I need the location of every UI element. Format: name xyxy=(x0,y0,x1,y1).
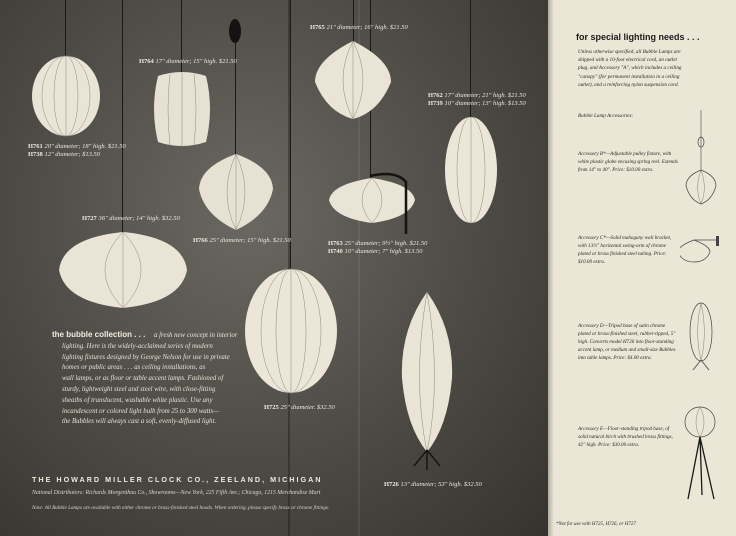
lamp-h764 xyxy=(150,70,214,148)
caption-h739: H739 10" diameter; 13" high. $13.50 xyxy=(428,100,526,107)
accessory-c: Accessory C*—Solid mahogany wall bracket, with 13½" horizontal swing-arm of chrome plated or brass finished steel tubing. Price: $10.00 extra. xyxy=(578,235,672,266)
shipping-intro: Unless otherwise specified, all Bubble Lamps are shipped with a 10-foot electrical cord, an outlet plug, and Accessory "A", which includes a ceiling "canopy" (for permanent installation in a ceiling outlet), and a reinforcing nylon suspension cord. xyxy=(578,49,682,88)
company-name: THE HOWARD MILLER CLOCK CO., ZEELAND, MICHIGAN xyxy=(32,475,323,484)
lamp-h766 xyxy=(198,153,274,231)
lamp-h726 xyxy=(398,290,456,472)
lamp-h762 xyxy=(444,116,498,224)
lamp-h761 xyxy=(31,55,101,137)
floor-tripod-illustration xyxy=(682,405,722,506)
collection-heading: the bubble collection . . . xyxy=(52,330,146,339)
accessory-e: Accessory E—Floor-standing tripod base, of solid natural birch with brushed brass fittings, 42" high. Price: $30.00 extra. xyxy=(578,426,673,449)
collection-body: a fresh new concept in interior lighting. Here is the widely-acclaimed series of modern lighting fixtures designed by George Nelson for use in private homes or public areas . . . as ceiling installations, as wall lamps, or as floor or table accent lamps. Fashioned of sturdy, lightweight steel and steel wire, with close-fitting sheaths of translucent, washable white plastic. Use any incandescent or colored light bulb from 25 to 300 watts— the Bubbles will always cast a soft, evenly-diffused light. xyxy=(62,332,238,426)
caption-h761: H761 20" diameter; 18" high. $21.50 xyxy=(28,143,126,150)
footnote: *Not for use with H725, H726, or H727 xyxy=(556,522,636,527)
caption-h766: H766 25" diameter; 15" high. $21.50 xyxy=(193,237,291,244)
caption-h764: H764 17" diameter; 15" high. $21.50 xyxy=(139,58,237,65)
special-needs-title: for special lighting needs . . . xyxy=(576,32,700,42)
caption-h727: H727 36" diameter; 14" high. $32.50 xyxy=(82,215,180,222)
distributors: National Distributors: Richards Morgenthau Co., Showrooms—New York, 225 Fifth Ave.; Chicago, 1215 Merchandise Mart xyxy=(32,490,321,496)
accessories-heading: Bubble Lamp Accessories: xyxy=(578,113,634,119)
caption-h763: H763 25" diameter; 9½" high. $21.50 xyxy=(328,240,428,247)
order-note: Note: All Bubble Lamps are available with either chrome or brass-finished steel hoods. When ordering, please specify brass or chrome fittings. xyxy=(32,505,330,511)
wall-bracket xyxy=(366,170,416,240)
tripod-base-illustration xyxy=(688,302,714,377)
pulley-fixture-illustration xyxy=(684,110,718,211)
caption-h725: H725 25" diameter. $32.50 xyxy=(264,404,335,411)
accessory-d: Accessory D—Tripod base of satin chrome plated or brass-finished steel, rubber-tipped, 5" high. Converts model H726 into floor-standing accent lamp, or medium and small-size Bubbles into table lamps. Price: $4.00 extra. xyxy=(578,323,676,362)
lamp-h727 xyxy=(57,230,189,310)
caption-h740: H740 10" diameter; 7" high. $13.50 xyxy=(328,248,423,255)
wall-bracket-illustration xyxy=(680,234,720,271)
caption-h762: H762 17" diameter; 21" high. $21.50 xyxy=(428,92,526,99)
accessory-b: Accessory B*—Adjustable pulley fixture, with white plastic globe encasing spring reel. Extends from 14" to 40". Price: $10.00 extra. xyxy=(578,151,678,174)
ceiling-canopy xyxy=(228,18,242,44)
caption-h738: H738 12" diameter; $13.50 xyxy=(28,151,101,158)
lamp-h765 xyxy=(313,40,393,120)
caption-h726: H726 13" diameter; 53" high. $32.50 xyxy=(384,481,482,488)
caption-h765: H765 21" diameter; 16" high. $21.50 xyxy=(310,24,408,31)
